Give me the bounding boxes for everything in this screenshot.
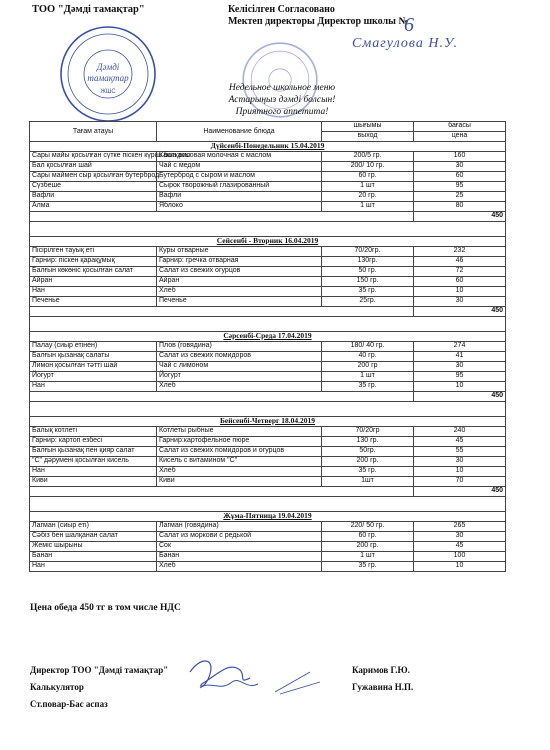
menu-row — [30, 352, 506, 362]
menu-row — [30, 192, 506, 202]
dish-name-ru: Гарнир:картофельное пюре — [157, 437, 322, 447]
dish-name-kz: Лимон қосылған тәтті шай — [30, 362, 157, 372]
dish-price: 95 — [414, 372, 506, 382]
day-spacer — [30, 222, 506, 237]
menu-table-body — [30, 122, 506, 572]
dish-price: 30 — [414, 362, 506, 372]
menu-row — [30, 267, 506, 277]
footer-signatures — [180, 652, 330, 697]
day-title: Дүйсенбі-Понедельник 15.04.2019 — [30, 142, 506, 152]
dish-name-ru: Хлеб — [157, 287, 322, 297]
calculator-label: Калькулятор — [30, 682, 84, 692]
dish-output: 50 гр. — [322, 267, 414, 277]
total-spacer — [30, 212, 414, 222]
dish-output: 35 гр. — [322, 467, 414, 477]
day-total-row — [30, 307, 506, 317]
day-header-row — [30, 417, 506, 427]
dish-output: 200 гр — [322, 362, 414, 372]
menu-title-line-3: Приятного аппетита! — [235, 107, 329, 117]
spacer-cell — [30, 497, 506, 512]
director-signature-text: Смагулова Н.У. — [352, 36, 458, 51]
dish-output: 60 гр. — [322, 172, 414, 182]
seal-line-2: тамақтар — [87, 73, 129, 83]
dish-output: 200 гр. — [322, 457, 414, 467]
seal-bottom: ЖШС — [100, 89, 116, 95]
dish-price: 95 — [414, 182, 506, 192]
menu-row — [30, 372, 506, 382]
dish-name-ru: Гарнир: гречка отварная — [157, 257, 322, 267]
dish-price: 70 — [414, 477, 506, 487]
menu-row — [30, 522, 506, 532]
menu-row — [30, 342, 506, 352]
menu-row — [30, 297, 506, 307]
menu-row — [30, 257, 506, 267]
dish-name-kz: Йогурт — [30, 372, 157, 382]
dish-name-ru: Яблоко — [157, 202, 322, 212]
dish-output: 60 гр. — [322, 532, 414, 542]
menu-row — [30, 437, 506, 447]
menu-row — [30, 562, 506, 572]
dish-output: 35 гр. — [322, 382, 414, 392]
dish-name-kz: Нан — [30, 287, 157, 297]
day-spacer — [30, 497, 506, 512]
dish-name-ru: Лагман (говядина) — [157, 522, 322, 532]
price-note: Цена обеда 450 тг в том числе НДС — [30, 603, 181, 613]
dish-price: 10 — [414, 287, 506, 297]
menu-row — [30, 162, 506, 172]
company-seal — [58, 24, 158, 124]
dish-name-kz: Печенье — [30, 297, 157, 307]
dish-name-kz: Сары маймен сыр қосылған бутерброд — [30, 172, 157, 182]
dish-output: 1 шт — [322, 202, 414, 212]
menu-title-line-1: Недельное школьное меню — [228, 83, 336, 93]
dish-price: 100 — [414, 552, 506, 562]
dish-price: 232 — [414, 247, 506, 257]
dish-output: 35 гр. — [322, 562, 414, 572]
dish-output: 220/ 50 гр. — [322, 522, 414, 532]
dish-name-kz: Балғын қызанақ пен қияр салат — [30, 447, 157, 457]
dish-output: 40 гр. — [322, 352, 414, 362]
day-spacer — [30, 317, 506, 332]
dish-name-kz: Сары майы қосылған сүтке піскен күріш ботқасы — [30, 152, 157, 162]
dish-name-ru: Хлеб — [157, 382, 322, 392]
dish-name-ru: Айран — [157, 277, 322, 287]
dish-price: 265 — [414, 522, 506, 532]
dish-name-ru: Сок — [157, 542, 322, 552]
dish-price: 10 — [414, 382, 506, 392]
dish-name-ru: Киви — [157, 477, 322, 487]
dish-name-kz: Лагман (сиыр еті) — [30, 522, 157, 532]
dish-price: 274 — [414, 342, 506, 352]
dish-output: 50гр. — [322, 447, 414, 457]
dish-name-kz: Киви — [30, 477, 157, 487]
dish-name-ru: Салат из свежих помидоров — [157, 352, 322, 362]
table-header-row — [30, 122, 506, 132]
dish-output: 1шт — [322, 477, 414, 487]
day-total: 450 — [414, 212, 506, 222]
menu-row — [30, 552, 506, 562]
dish-price: 25 — [414, 192, 506, 202]
seal-line-1: Дәмді — [96, 62, 120, 72]
day-total: 450 — [414, 392, 506, 402]
col-header-kaz: Тағам атауы — [30, 122, 157, 142]
dish-output: 1 шт — [322, 372, 414, 382]
dish-output: 20 гр. — [322, 192, 414, 202]
menu-row — [30, 362, 506, 372]
dish-output: 35 гр. — [322, 287, 414, 297]
menu-row — [30, 182, 506, 192]
day-title: Бейсенбі-Четверг 18.04.2019 — [30, 417, 506, 427]
menu-row — [30, 542, 506, 552]
dish-name-ru: Печенье — [157, 297, 322, 307]
dish-name-kz: Сүзбеше — [30, 182, 157, 192]
dish-name-ru: Хлеб — [157, 467, 322, 477]
dish-price: 60 — [414, 277, 506, 287]
dish-name-ru: Салат из свежих помидоров и огурцов — [157, 447, 322, 457]
spacer-cell — [30, 317, 506, 332]
day-header-row — [30, 332, 506, 342]
dish-output: 1 шт — [322, 182, 414, 192]
dish-name-kz: Банан — [30, 552, 157, 562]
col-header-output-ru: выход — [322, 132, 414, 142]
dish-name-kz: Бал қосылған шай — [30, 162, 157, 172]
dish-price: 72 — [414, 267, 506, 277]
dish-name-ru: Плов (говядина) — [157, 342, 322, 352]
menu-row — [30, 532, 506, 542]
menu-row — [30, 172, 506, 182]
dish-price: 80 — [414, 202, 506, 212]
menu-row — [30, 382, 506, 392]
dish-name-kz: Балық котлеті — [30, 427, 157, 437]
dish-name-kz: Гарнир: картоп езбесі — [30, 437, 157, 447]
dish-name-kz: Балғын қызанақ салаты — [30, 352, 157, 362]
dish-name-ru: Куры отварные — [157, 247, 322, 257]
dish-name-ru: Каша рисовая молочная с маслом — [157, 152, 322, 162]
menu-row — [30, 247, 506, 257]
dish-output: 130 гр. — [322, 437, 414, 447]
dish-name-kz: Айран — [30, 277, 157, 287]
calculator-name: Гужавина Н.П. — [352, 682, 414, 692]
dish-name-ru: Котлеты рыбные — [157, 427, 322, 437]
dish-name-kz: Вафли — [30, 192, 157, 202]
dish-output: 70/20гр. — [322, 247, 414, 257]
dish-price: 10 — [414, 562, 506, 572]
col-header-price-ru: цена — [414, 132, 506, 142]
day-total: 450 — [414, 307, 506, 317]
dish-name-ru: Хлеб — [157, 562, 322, 572]
dish-name-ru: Салат из моркови с редькой — [157, 532, 322, 542]
dish-name-ru: Банан — [157, 552, 322, 562]
dish-name-ru: Салат из свежих огурцов — [157, 267, 322, 277]
dish-output: 200/5 гр. — [322, 152, 414, 162]
dish-name-ru: Кисель с витамином "С" — [157, 457, 322, 467]
total-spacer — [30, 487, 414, 497]
day-total-row — [30, 487, 506, 497]
dish-name-ru: Вафли — [157, 192, 322, 202]
dish-output: 200 гр. — [322, 542, 414, 552]
dish-price: 60 — [414, 172, 506, 182]
dish-output: 25гр. — [322, 297, 414, 307]
dish-price: 240 — [414, 427, 506, 437]
menu-row — [30, 457, 506, 467]
dish-name-ru: Сырок творожный глазированный — [157, 182, 322, 192]
day-header-row — [30, 142, 506, 152]
approval-line-1: Келісілген Согласовано — [228, 4, 335, 15]
dish-name-kz: Сәбіз бен шалқанан салат — [30, 532, 157, 542]
dish-name-kz: Нан — [30, 562, 157, 572]
dish-name-kz: Пісірілген тауық еті — [30, 247, 157, 257]
cook-label: Ст.повар-Бас аспаз — [30, 699, 108, 709]
dish-output: 200/ 10 гр. — [322, 162, 414, 172]
dish-name-ru: Чай с лимоном — [157, 362, 322, 372]
dish-price: 41 — [414, 352, 506, 362]
dish-output: 1 шт — [322, 552, 414, 562]
director-name: Каримов Г.Ю. — [352, 665, 410, 675]
menu-row — [30, 427, 506, 437]
dish-price: 45 — [414, 437, 506, 447]
director-signature — [352, 36, 458, 52]
dish-name-kz: Нан — [30, 382, 157, 392]
approval-block — [228, 4, 409, 28]
dish-price: 55 — [414, 447, 506, 457]
menu-row — [30, 287, 506, 297]
total-spacer — [30, 392, 414, 402]
dish-price: 30 — [414, 162, 506, 172]
dish-name-kz: Палау (сиыр етінен) — [30, 342, 157, 352]
menu-row — [30, 467, 506, 477]
dish-name-kz: Жеміс шырыны — [30, 542, 157, 552]
dish-price: 30 — [414, 297, 506, 307]
dish-price: 30 — [414, 457, 506, 467]
dish-price: 45 — [414, 542, 506, 552]
spacer-cell — [30, 222, 506, 237]
dish-price: 30 — [414, 532, 506, 542]
dish-price: 46 — [414, 257, 506, 267]
col-header-rus: Наименование блюда — [157, 122, 322, 142]
menu-row — [30, 202, 506, 212]
day-header-row — [30, 237, 506, 247]
day-title: Жұма-Пятница 19.04.2019 — [30, 512, 506, 522]
dish-name-kz: Гарнир: піскен қарақұмық — [30, 257, 157, 267]
menu-title — [212, 82, 352, 118]
menu-title-line-2: Астарыңыз дәмді болсын! — [228, 95, 336, 105]
menu-table — [29, 121, 506, 572]
day-spacer — [30, 402, 506, 417]
dish-output: 70/20гр — [322, 427, 414, 437]
dish-name-kz: Балғын көкөніс қосылған салат — [30, 267, 157, 277]
approval-line-2: Мектеп директоры Директор школы № — [228, 16, 409, 27]
dish-price: 160 — [414, 152, 506, 162]
total-spacer — [30, 307, 414, 317]
col-header-output-kz: шығымы — [322, 122, 414, 132]
col-header-price-kz: бағасы — [414, 122, 506, 132]
dish-name-kz: Нан — [30, 467, 157, 477]
menu-row — [30, 152, 506, 162]
spacer-cell — [30, 402, 506, 417]
dish-name-kz: Алма — [30, 202, 157, 212]
dish-output: 150 гр. — [322, 277, 414, 287]
menu-row — [30, 277, 506, 287]
day-total-row — [30, 212, 506, 222]
dish-output: 180/ 40 гр. — [322, 342, 414, 352]
day-header-row — [30, 512, 506, 522]
dish-name-ru: Чай с медом — [157, 162, 322, 172]
day-total: 450 — [414, 487, 506, 497]
school-number: 6 — [404, 14, 414, 36]
director-label: Директор ТОО "Дәмді тамақтар" — [30, 665, 169, 675]
dish-name-ru: Бутерброд с сыром и маслом — [157, 172, 322, 182]
day-title: Сейсенбі - Вторник 16.04.2019 — [30, 237, 506, 247]
menu-row — [30, 447, 506, 457]
day-total-row — [30, 392, 506, 402]
dish-name-ru: Йогурт — [157, 372, 322, 382]
menu-row — [30, 477, 506, 487]
dish-output: 130гр. — [322, 257, 414, 267]
day-title: Сәрсенбі-Среда 17.04.2019 — [30, 332, 506, 342]
company-name: ТОО "Дәмді тамақтар" — [32, 4, 145, 15]
dish-price: 10 — [414, 467, 506, 477]
dish-name-kz: "С" дәрумені қосылған кисель — [30, 457, 157, 467]
